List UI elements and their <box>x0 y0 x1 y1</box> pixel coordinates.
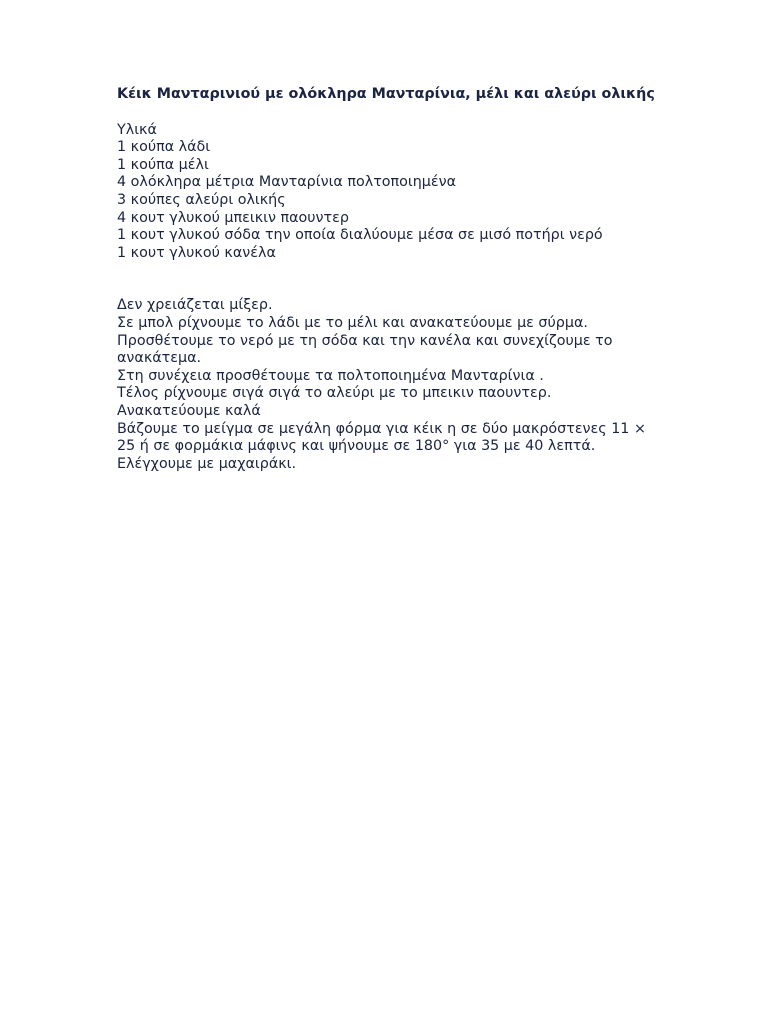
recipe-title: Κέικ Μανταρινιού με ολόκληρα Μανταρίνια, μέλι και αλεύρι ολικής <box>117 86 655 102</box>
instructions-section <box>117 297 657 473</box>
ingredient-item: 3 κούπες αλεύρι ολικής <box>117 191 286 208</box>
instruction-step: Βάζουμε το μείγμα σε μεγάλη φόρμα για κέικ η σε δύο μακρόστενες 11 × 25 ή σε φορμάκια μάφινς και ψήνουμε σε 180° για 35 με 40 λεπτά. <box>117 420 646 455</box>
ingredient-item: 1 κούπα μέλι <box>117 156 209 173</box>
ingredient-item: 4 ολόκληρα μέτρια Μανταρίνια πολτοποιημένα <box>117 174 457 191</box>
ingredient-item: 1 κουτ γλυκού κανέλα <box>117 244 276 261</box>
instruction-step: Σε μπολ ρίχνουμε το λάδι με το μέλι και ανακατεύουμε με σύρμα. <box>117 314 588 331</box>
ingredient-item: 4 κουτ γλυκού μπεικιν παουντερ <box>117 209 349 226</box>
instruction-step: Ελέγχουμε με μαχαιράκι. <box>117 455 297 472</box>
document-content <box>117 86 657 473</box>
ingredients-section <box>117 122 657 263</box>
ingredient-item: 1 κούπα λάδι <box>117 139 211 156</box>
instruction-step: Ανακατεύουμε καλά <box>117 402 261 419</box>
instruction-step: Στη συνέχεια προσθέτουμε τα πολτοποιημένα Μανταρίνια . <box>117 367 544 384</box>
ingredients-heading: Υλικά <box>117 121 157 138</box>
instruction-step: Προσθέτουμε το νερό με τη σόδα και την κανέλα και συνεχίζουμε το ανακάτεμα. <box>117 332 613 367</box>
ingredient-item: 1 κουτ γλυκού σόδα την οποία διαλύουμε μέσα σε μισό ποτήρι νερό <box>117 227 603 244</box>
instruction-step: Τέλος ρίχνουμε σιγά σιγά το αλεύρι με το μπεικιν παουντερ. <box>117 385 552 402</box>
instruction-step: Δεν χρειάζεται μίξερ. <box>117 297 273 314</box>
